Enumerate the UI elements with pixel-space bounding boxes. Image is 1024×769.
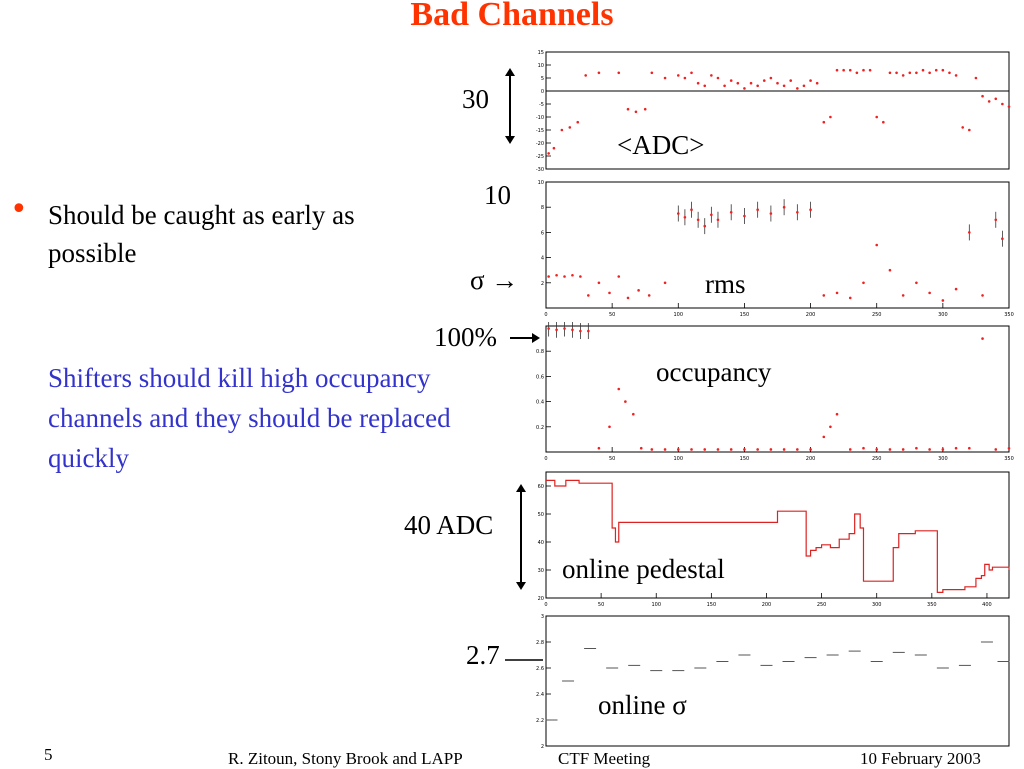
data-point [915,282,918,285]
data-point [955,288,958,291]
pedestal-chart [530,468,1015,610]
data-point [743,87,746,90]
y-tick-label: 2.2 [536,718,544,724]
data-point [677,448,680,451]
x-tick-label: 150 [739,456,750,462]
data-point [968,447,971,450]
data-point [862,282,865,285]
data-point [968,231,971,234]
data-point [664,448,667,451]
data-point [776,82,779,85]
data-point [1008,105,1011,108]
plot-frame [546,326,1009,452]
data-point [737,82,740,85]
pedestal-range-label: 40 ADC [404,510,494,540]
pedestal-range-arrow-icon [514,484,528,590]
data-point [703,225,706,228]
plot-frame [546,52,1009,169]
data-point [632,413,635,416]
data-point [928,448,931,451]
data-point [553,147,556,150]
adc-chart [530,48,1015,175]
data-point [823,294,826,297]
occupancy-panel [530,322,1015,464]
y-tick-label: 10 [537,63,544,69]
y-tick-label: -10 [535,115,544,121]
data-point [743,448,746,451]
data-point [948,72,951,75]
x-tick-label: 350 [1004,456,1014,462]
data-point [942,299,945,302]
data-point [981,294,984,297]
data-point [571,328,574,331]
data-point [915,72,918,75]
x-tick-label: 250 [816,602,827,608]
data-point [981,337,984,340]
x-tick-label: 300 [938,312,948,318]
data-point [717,77,720,80]
data-point [796,448,799,451]
pedestal-name-label: online pedestal [562,554,725,584]
data-point [902,74,905,77]
data-point [875,244,878,247]
data-point [994,448,997,451]
footer-meeting: CTF Meeting [558,749,651,768]
data-point [902,294,905,297]
data-point [617,72,620,75]
y-tick-label: 4 [540,255,544,262]
data-point [849,69,852,72]
sigma-chart [530,612,1015,752]
data-point [875,448,878,451]
data-point [598,72,601,75]
slide-title: Bad Channels [410,0,614,33]
data-point [730,211,733,214]
data-point [743,215,746,218]
data-point [1001,237,1004,240]
data-point [869,69,872,72]
data-point [579,275,582,278]
data-point [617,275,620,278]
x-tick-label: 250 [871,312,882,318]
data-point [935,69,938,72]
data-point [555,274,558,277]
y-tick-label: 0 [540,89,544,95]
y-tick-label: 8 [540,205,544,212]
y-tick-label: 2 [540,280,544,287]
data-point [571,274,574,277]
data-point [717,448,720,451]
y-tick-label: -25 [535,154,544,160]
data-point [862,447,865,450]
y-tick-label: 20 [537,596,544,602]
rms-chart [530,178,1015,320]
footer-date: 10 February 2003 [860,749,981,768]
data-point [955,447,958,450]
data-point [875,116,878,119]
data-point [942,69,945,72]
data-point [975,77,978,80]
data-point [763,79,766,82]
data-point [717,219,720,222]
note-text: Shifters should kill high occupancy channels and they should be replaced quickly [48,363,451,473]
data-point [563,275,566,278]
rms-panel [530,178,1015,320]
data-point [730,448,733,451]
data-point [928,72,931,75]
pedestal-panel [530,468,1015,610]
x-tick-label: 50 [597,602,605,608]
adc-range-label: 30 [462,84,489,114]
data-point [994,98,997,101]
data-point [856,72,859,75]
x-tick-label: 50 [608,312,616,318]
x-tick-label: 100 [651,602,662,608]
data-point [823,121,826,124]
data-point [684,77,687,80]
data-point [579,330,582,333]
data-point [942,448,945,451]
data-point [915,447,918,450]
data-point [908,72,911,75]
y-tick-label: 6 [540,230,544,237]
x-tick-label: 50 [608,456,616,462]
data-point [584,74,587,77]
data-point [994,219,997,222]
data-point [862,69,865,72]
data-point [637,289,640,292]
data-point [783,85,786,88]
data-point [664,282,667,285]
data-point [703,448,706,451]
y-tick-label: 40 [537,540,544,546]
x-tick-label: 150 [706,602,717,608]
y-tick-label: -15 [535,128,544,134]
data-point [690,448,693,451]
y-tick-label: 0.8 [536,349,544,356]
data-point [816,82,819,85]
data-point [922,69,925,72]
data-point [710,74,713,77]
data-point [809,208,812,211]
data-point [928,292,931,295]
data-point [547,152,550,155]
y-tick-label: -30 [535,167,544,173]
y-tick-label: 0.6 [536,374,544,381]
data-point [624,400,627,403]
data-point [703,85,706,88]
y-tick-label: 0.4 [536,399,544,406]
x-tick-label: 0 [544,456,548,462]
y-tick-label: 2.6 [536,666,544,672]
data-point [796,211,799,214]
data-point [664,77,667,80]
data-point [756,448,759,451]
x-tick-label: 300 [871,602,882,608]
data-point [627,108,630,111]
data-point [561,129,564,132]
data-point [723,85,726,88]
bullet-text: Should be caught as early as possible [48,200,355,268]
data-point [882,121,885,124]
x-tick-label: 150 [739,312,750,318]
data-point [823,436,826,439]
data-point [849,297,852,300]
data-point [555,328,558,331]
data-point [587,330,590,333]
x-tick-label: 100 [673,456,684,462]
adc-panel [530,48,1015,175]
data-point [981,95,984,98]
data-point [770,77,773,80]
plot-frame [546,616,1009,746]
x-tick-label: 200 [805,456,816,462]
data-point [627,297,630,300]
occupancy-name-label: occupancy [656,357,772,387]
occupancy-tick-label: 100% [434,322,497,352]
data-point [756,85,759,88]
sigma-tick-label: 2.7 [466,640,500,670]
x-tick-label: 250 [871,456,882,462]
page-number: 5 [44,745,53,764]
y-tick-label: 2.8 [536,640,544,646]
sigma-name-label: online σ [598,690,687,720]
y-tick-label: 10 [537,180,544,186]
y-tick-label: 60 [537,484,544,490]
data-point [1001,103,1004,106]
data-point [889,72,892,75]
x-tick-label: 200 [805,312,816,318]
data-point [547,327,550,330]
data-point [587,294,590,297]
x-tick-label: 350 [927,602,937,608]
data-point [809,79,812,82]
data-point [842,69,845,72]
data-point [796,87,799,90]
data-point [961,126,964,129]
y-tick-label: 3 [540,614,544,620]
data-point [635,111,638,114]
data-point [895,72,898,75]
footer-author: R. Zitoun, Stony Brook and LAPP [228,749,463,768]
data-point [902,448,905,451]
y-tick-label: -20 [535,141,544,147]
data-point [690,208,693,211]
x-tick-label: 0 [544,602,548,608]
data-point [697,219,700,222]
adc-name-label: <ADC> [617,130,705,160]
x-tick-label: 0 [544,312,548,318]
data-point [836,292,839,295]
data-point [730,79,733,82]
x-tick-label: 100 [673,312,684,318]
data-point [697,82,700,85]
y-tick-label: 30 [537,568,544,574]
y-tick-label: 2.4 [536,692,544,698]
occupancy-arrow-icon [510,330,540,346]
data-point [640,447,643,450]
data-point [770,212,773,215]
data-point [889,448,892,451]
data-point [547,275,550,278]
sigma-arrow-label: σ → [470,265,519,295]
data-point [598,447,601,450]
data-point [783,206,786,209]
sigma-tick-line [505,658,545,662]
data-point [1008,447,1011,450]
data-point [756,208,759,211]
y-tick-label: 5 [540,76,544,82]
x-tick-label: 400 [982,602,992,608]
data-point [648,294,651,297]
data-point [783,448,786,451]
y-tick-label: 15 [537,50,544,56]
data-point [569,126,572,129]
data-point [576,121,579,124]
data-point [836,69,839,72]
y-tick-label: -5 [539,102,544,108]
plot-frame [546,182,1009,308]
data-point [710,213,713,216]
data-point [651,448,654,451]
data-point [608,292,611,295]
data-point [889,269,892,272]
data-point [598,282,601,285]
data-point [955,74,958,77]
data-point [750,82,753,85]
data-point [684,216,687,219]
data-point [617,388,620,391]
data-point [829,116,832,119]
y-tick-label: 50 [537,512,544,518]
rms-name-label: rms [705,269,746,299]
x-tick-label: 200 [761,602,772,608]
data-point [677,212,680,215]
data-point [829,426,832,429]
data-point [690,72,693,75]
data-point [644,108,647,111]
data-point [849,448,852,451]
data-point [968,129,971,132]
y-tick-label: 2 [540,744,544,750]
rms-tick-label: 10 [484,180,511,210]
data-point [988,100,991,103]
x-tick-label: 350 [1004,312,1014,318]
data-point [836,413,839,416]
bullet-dot-icon: • [10,192,28,227]
data-point [809,448,812,451]
y-tick-label: 0.2 [536,424,544,431]
adc-range-arrow-icon [502,68,518,144]
data-point [803,85,806,88]
data-point [789,79,792,82]
occupancy-chart [530,322,1015,464]
data-point [677,74,680,77]
data-point [651,72,654,75]
sigma-panel [530,612,1015,752]
data-point [608,426,611,429]
data-point [770,448,773,451]
data-point [563,327,566,330]
x-tick-label: 300 [938,456,948,462]
